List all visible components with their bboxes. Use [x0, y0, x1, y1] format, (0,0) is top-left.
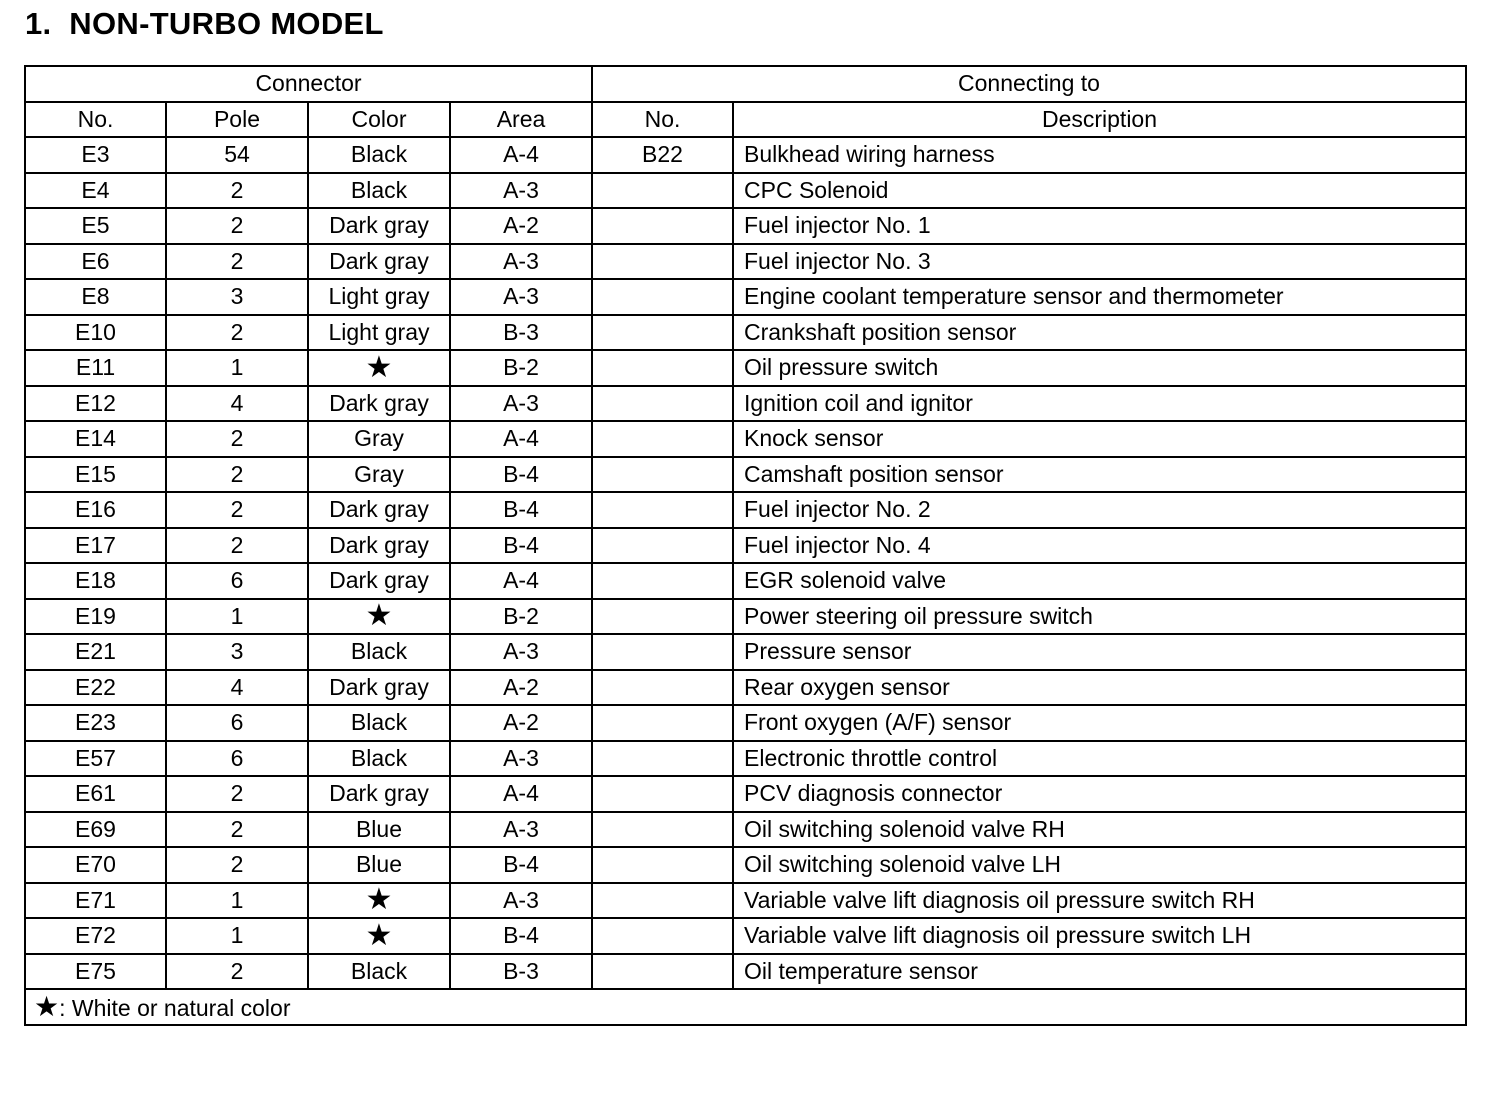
cell-pole: 3 [166, 279, 308, 315]
cell-description: Fuel injector No. 3 [733, 244, 1466, 280]
cell-pole: 3 [166, 634, 308, 670]
cell-color: Dark gray [308, 670, 450, 706]
cell-color [308, 883, 450, 919]
cell-area: A-4 [450, 776, 592, 812]
table-row [25, 776, 1466, 812]
cell-no: E75 [25, 954, 166, 990]
cell-to-no [592, 705, 733, 741]
cell-no: E61 [25, 776, 166, 812]
cell-description: Rear oxygen sensor [733, 670, 1466, 706]
cell-pole: 2 [166, 208, 308, 244]
cell-pole: 2 [166, 528, 308, 564]
cell-to-no [592, 670, 733, 706]
cell-description: Oil switching solenoid valve RH [733, 812, 1466, 848]
cell-pole: 6 [166, 741, 308, 777]
cell-description: Oil switching solenoid valve LH [733, 847, 1466, 883]
table-row [25, 244, 1466, 280]
cell-no: E19 [25, 599, 166, 635]
table-row [25, 847, 1466, 883]
star-icon: ★ [365, 882, 393, 918]
cell-area: B-3 [450, 315, 592, 351]
cell-to-no [592, 173, 733, 209]
table-row [25, 386, 1466, 422]
cell-to-no [592, 244, 733, 280]
cell-color: Dark gray [308, 492, 450, 528]
table-row [25, 954, 1466, 990]
cell-area: A-3 [450, 883, 592, 919]
column-header-pole: Pole [166, 102, 308, 138]
cell-color: Black [308, 705, 450, 741]
cell-area: A-4 [450, 563, 592, 599]
cell-color: Black [308, 173, 450, 209]
cell-to-no [592, 883, 733, 919]
cell-to-no [592, 528, 733, 564]
cell-no: E5 [25, 208, 166, 244]
cell-no: E18 [25, 563, 166, 599]
cell-to-no [592, 776, 733, 812]
cell-no: E71 [25, 883, 166, 919]
cell-description: Electronic throttle control [733, 741, 1466, 777]
cell-pole: 2 [166, 244, 308, 280]
cell-color: Dark gray [308, 208, 450, 244]
cell-no: E69 [25, 812, 166, 848]
page-title: 1. NON-TURBO MODEL [25, 6, 384, 41]
cell-no: E12 [25, 386, 166, 422]
table-row [25, 741, 1466, 777]
cell-no: E10 [25, 315, 166, 351]
cell-description: Camshaft position sensor [733, 457, 1466, 493]
cell-pole: 2 [166, 776, 308, 812]
cell-color: Black [308, 954, 450, 990]
cell-to-no [592, 741, 733, 777]
cell-color: Gray [308, 457, 450, 493]
column-header-to-no: No. [592, 102, 733, 138]
cell-pole: 2 [166, 492, 308, 528]
star-icon: ★ [365, 918, 393, 953]
cell-to-no [592, 954, 733, 990]
column-header-color: Color [308, 102, 450, 138]
cell-area: A-2 [450, 705, 592, 741]
cell-pole: 6 [166, 563, 308, 599]
cell-area: B-2 [450, 599, 592, 635]
cell-color: Light gray [308, 279, 450, 315]
connecting-to-group-header: Connecting to [592, 66, 1466, 102]
cell-area: A-3 [450, 173, 592, 209]
cell-description: Bulkhead wiring harness [733, 137, 1466, 173]
cell-no: E8 [25, 279, 166, 315]
cell-pole: 2 [166, 421, 308, 457]
column-header-description: Description [733, 102, 1466, 138]
cell-pole: 2 [166, 315, 308, 351]
cell-pole: 2 [166, 173, 308, 209]
connector-table [24, 65, 1467, 1026]
table-row [25, 705, 1466, 741]
cell-to-no [592, 599, 733, 635]
cell-pole: 2 [166, 954, 308, 990]
table-row [25, 599, 1466, 635]
cell-to-no [592, 386, 733, 422]
cell-to-no [592, 315, 733, 351]
cell-color: Black [308, 634, 450, 670]
cell-to-no [592, 350, 733, 386]
star-icon: ★ [365, 598, 393, 634]
cell-description: Pressure sensor [733, 634, 1466, 670]
cell-color: Black [308, 137, 450, 173]
cell-pole: 2 [166, 847, 308, 883]
cell-no: E57 [25, 741, 166, 777]
cell-to-no [592, 421, 733, 457]
cell-to-no [592, 457, 733, 493]
table-row [25, 137, 1466, 173]
star-icon: ★ [34, 989, 60, 1023]
legend-text: : White or natural color [59, 994, 291, 1021]
cell-color: Light gray [308, 315, 450, 351]
cell-description: EGR solenoid valve [733, 563, 1466, 599]
cell-color: Dark gray [308, 528, 450, 564]
cell-no: E11 [25, 350, 166, 386]
column-header-no: No. [25, 102, 166, 138]
cell-color: Gray [308, 421, 450, 457]
cell-to-no [592, 492, 733, 528]
cell-description: Crankshaft position sensor [733, 315, 1466, 351]
cell-color: Black [308, 741, 450, 777]
cell-color [308, 918, 450, 954]
cell-area: A-2 [450, 670, 592, 706]
cell-description: Engine coolant temperature sensor and thermometer [733, 279, 1466, 315]
cell-description: Knock sensor [733, 421, 1466, 457]
cell-to-no [592, 208, 733, 244]
cell-description: Ignition coil and ignitor [733, 386, 1466, 422]
cell-no: E14 [25, 421, 166, 457]
table-row [25, 421, 1466, 457]
column-header-area: Area [450, 102, 592, 138]
cell-area: B-4 [450, 528, 592, 564]
cell-to-no [592, 812, 733, 848]
cell-pole: 6 [166, 705, 308, 741]
cell-area: B-4 [450, 457, 592, 493]
cell-area: B-4 [450, 847, 592, 883]
cell-description: CPC Solenoid [733, 173, 1466, 209]
cell-description: Fuel injector No. 2 [733, 492, 1466, 528]
cell-no: E4 [25, 173, 166, 209]
cell-description: Fuel injector No. 1 [733, 208, 1466, 244]
cell-area: A-4 [450, 137, 592, 173]
cell-to-no [592, 918, 733, 954]
cell-to-no: B22 [592, 137, 733, 173]
table-row [25, 457, 1466, 493]
table-row [25, 634, 1466, 670]
cell-color: Blue [308, 812, 450, 848]
cell-color: Dark gray [308, 386, 450, 422]
cell-description: Power steering oil pressure switch [733, 599, 1466, 635]
table-row [25, 492, 1466, 528]
table-row [25, 883, 1466, 919]
cell-color: Dark gray [308, 563, 450, 599]
cell-to-no [592, 847, 733, 883]
table-row [25, 812, 1466, 848]
cell-area: B-2 [450, 350, 592, 386]
cell-color [308, 599, 450, 635]
cell-description: PCV diagnosis connector [733, 776, 1466, 812]
cell-color [308, 350, 450, 386]
cell-area: A-3 [450, 812, 592, 848]
cell-description: Variable valve lift diagnosis oil pressure switch LH [733, 918, 1466, 954]
cell-no: E23 [25, 705, 166, 741]
cell-to-no [592, 563, 733, 599]
cell-pole: 1 [166, 599, 308, 635]
cell-area: A-3 [450, 634, 592, 670]
cell-area: A-3 [450, 244, 592, 280]
table-row [25, 315, 1466, 351]
cell-pole: 1 [166, 918, 308, 954]
cell-description: Oil pressure switch [733, 350, 1466, 386]
legend [25, 989, 1466, 1025]
cell-pole: 1 [166, 350, 308, 386]
table-row [25, 563, 1466, 599]
cell-area: A-3 [450, 741, 592, 777]
legend-row [25, 989, 1466, 1025]
group-header-row [25, 66, 1466, 102]
cell-area: A-3 [450, 279, 592, 315]
table-row [25, 173, 1466, 209]
table-row [25, 918, 1466, 954]
cell-pole: 1 [166, 883, 308, 919]
table-row [25, 208, 1466, 244]
cell-no: E21 [25, 634, 166, 670]
cell-no: E70 [25, 847, 166, 883]
cell-description: Oil temperature sensor [733, 954, 1466, 990]
cell-area: B-4 [450, 492, 592, 528]
cell-pole: 2 [166, 812, 308, 848]
cell-no: E72 [25, 918, 166, 954]
cell-pole: 4 [166, 386, 308, 422]
cell-description: Variable valve lift diagnosis oil pressure switch RH [733, 883, 1466, 919]
star-icon: ★ [365, 350, 393, 385]
table-row [25, 528, 1466, 564]
cell-no: E17 [25, 528, 166, 564]
cell-to-no [592, 279, 733, 315]
cell-color: Dark gray [308, 244, 450, 280]
cell-no: E15 [25, 457, 166, 493]
cell-area: A-4 [450, 421, 592, 457]
column-header-row [25, 102, 1466, 138]
cell-pole: 4 [166, 670, 308, 706]
cell-color: Blue [308, 847, 450, 883]
cell-area: A-2 [450, 208, 592, 244]
cell-pole: 54 [166, 137, 308, 173]
cell-color: Dark gray [308, 776, 450, 812]
cell-area: B-4 [450, 918, 592, 954]
cell-no: E6 [25, 244, 166, 280]
cell-area: B-3 [450, 954, 592, 990]
table-row [25, 670, 1466, 706]
cell-description: Fuel injector No. 4 [733, 528, 1466, 564]
table-row [25, 350, 1466, 386]
cell-to-no [592, 634, 733, 670]
connector-group-header: Connector [25, 66, 592, 102]
cell-area: A-3 [450, 386, 592, 422]
table-row [25, 279, 1466, 315]
cell-pole: 2 [166, 457, 308, 493]
cell-no: E3 [25, 137, 166, 173]
cell-no: E16 [25, 492, 166, 528]
cell-description: Front oxygen (A/F) sensor [733, 705, 1466, 741]
cell-no: E22 [25, 670, 166, 706]
